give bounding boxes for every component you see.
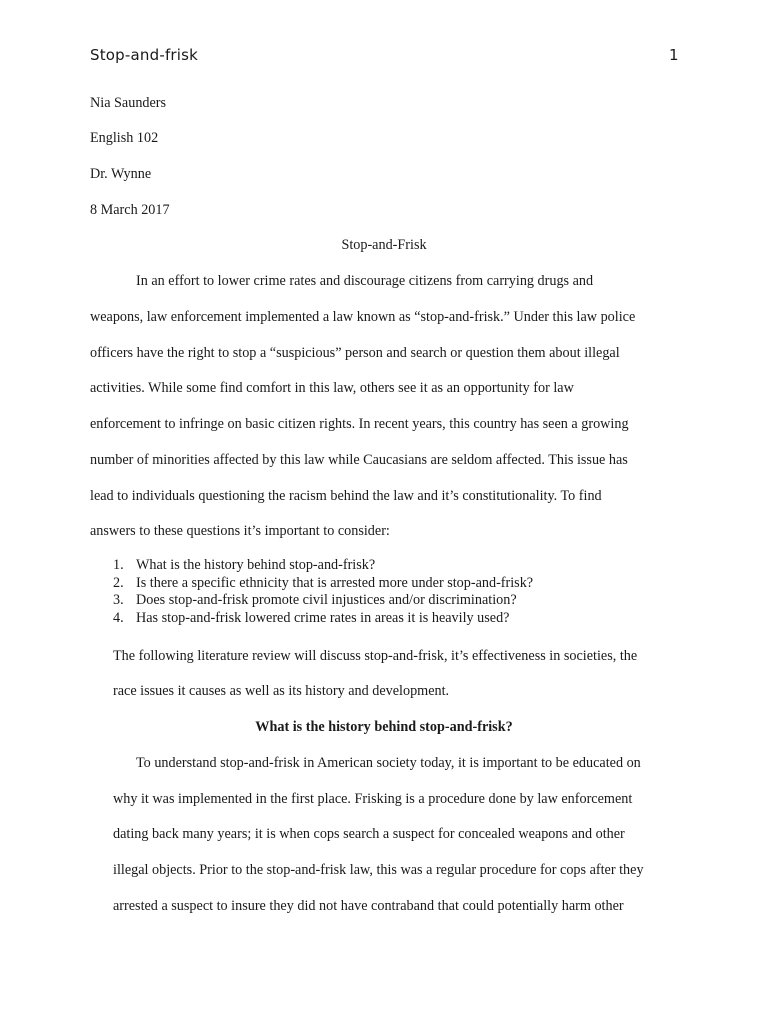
paragraph-line: In an effort to lower crime rates and discourage citizens from carrying drugs and <box>136 273 594 289</box>
paragraph-line: race issues it causes as well as its history and development. <box>113 683 450 699</box>
running-head: Stop-and-frisk <box>90 46 199 64</box>
list-item-number: 4. <box>113 609 124 626</box>
author-name: Nia Saunders <box>90 95 167 111</box>
paragraph-line: dating back many years; it is when cops search a suspect for concealed weapons and other <box>113 826 625 842</box>
list-item-number: 1. <box>113 557 124 573</box>
list-item-number: 3. <box>113 592 124 608</box>
paragraph-line: arrested a suspect to insure they did not have contraband that could potentially harm other <box>113 898 624 914</box>
paragraph-line: answers to these questions it’s important to consider: <box>90 523 390 539</box>
list-item-text: What is the history behind stop-and-frisk? <box>136 557 376 573</box>
page-number: 1 <box>669 46 679 64</box>
instructor-name: Dr. Wynne <box>90 166 152 182</box>
paragraph-line: enforcement to infringe on basic citizen rights. In recent years, this country has seen a growing <box>90 416 629 432</box>
paragraph-line: illegal objects. Prior to the stop-and-frisk law, this was a regular procedure for cops after they <box>113 862 644 878</box>
paragraph-line: officers have the right to stop a “suspicious” person and search or question them about illegal <box>90 345 620 361</box>
paragraph-line: lead to individuals questioning the racism behind the law and it’s constitutionality. To find <box>90 488 602 504</box>
course-name: English 102 <box>90 130 159 146</box>
paragraph-line: number of minorities affected by this law while Caucasians are seldom affected. This issue has <box>90 452 628 468</box>
section-heading: What is the history behind stop-and-frisk? <box>255 719 513 735</box>
paragraph-line: weapons, law enforcement implemented a law known as “stop-and-frisk.” Under this law police <box>90 309 636 325</box>
list-item-text: Has stop-and-frisk lowered crime rates in areas it is heavily used? <box>136 609 510 626</box>
paper-title: Stop-and-Frisk <box>341 237 427 253</box>
paragraph-line: The following literature review will discuss stop-and-frisk, it’s effectiveness in societies, the <box>113 648 638 664</box>
list-item-number: 2. <box>113 574 124 591</box>
paragraph-line: why it was implemented in the first place. Frisking is a procedure done by law enforcement <box>113 791 633 807</box>
paper-date: 8 March 2017 <box>90 202 170 218</box>
list-item-text: Does stop-and-frisk promote civil injustices and/or discrimination? <box>136 592 517 608</box>
paragraph-line: activities. While some find comfort in this law, others see it as an opportunity for law <box>90 380 574 396</box>
list-item-text: Is there a specific ethnicity that is arrested more under stop-and-frisk? <box>136 574 534 591</box>
paragraph-line: To understand stop-and-frisk in American society today, it is important to be educated on <box>136 755 641 771</box>
